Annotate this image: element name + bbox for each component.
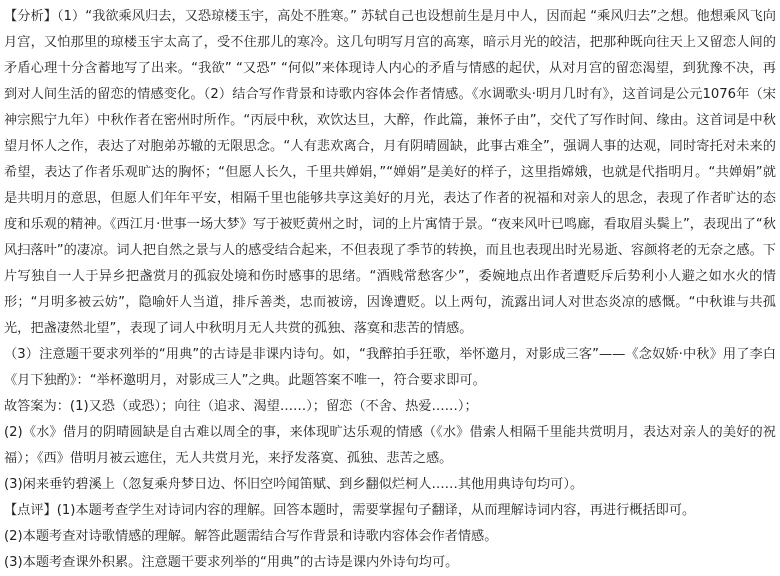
answer-intro-paragraph: 故答案为：(1)又恐（或恐）；向往（追求、渴望……）；留恋（不舍、热爱……）；: [4, 399, 478, 414]
comment-part3-paragraph: (3)本题考查课外积累。注意题干要求列举的“用典”的古诗是课内外诗句均可。: [4, 555, 459, 570]
answer-part2-paragraph: (2)《水》借月的阴晴圆缺是自古难以周全的事，来体现旷达乐观的情感（《水》借索人相隔千里能共赏明月，表达对亲人的美好的祝福）；《西》借明月被云遮住，无人共赏月光，来抒发落寞、孤独、悲苦之感。: [4, 425, 776, 466]
answer-part3-paragraph: (3)闲来垂钓碧溪上（忽复乘舟梦日边、怀旧空吟闻笛赋、到乡翻似烂柯人……其他用典诗句均可）。: [4, 477, 584, 492]
analysis-part3-paragraph: （3）注意题干要求列举的“用典”的古诗是非课内诗句。如，“我醉拍手狂歌，举怀邀月，对影成三客”——《念奴娇·中秋》用了李白《月下独酌》：“举杯邀明月，对影成三人”之典。此题答案不唯一，符合要求即可。: [4, 347, 776, 388]
comment-part2-paragraph: (2)本题考查对诗歌情感的理解。解答此题需结合写作背景和诗歌内容体会作者情感。: [4, 529, 498, 544]
analysis-paragraph: 【分析】（1）“我欲乘风归去，又恐琼楼玉宇，高处不胜寒。” 苏轼自己也设想前生是月中人，因而起 “乘风归去”之想。他想乘风飞向月宫，又怕那里的琼楼玉宇太高了，受不住那儿的寒冷。这几句明写月宫的高寒，暗示月光的皎洁，把那种既向往天上又留恋人间的矛盾心理十分含蓄地写了出来。“我欲” “又恐” “何似”来体现诗人内心的矛盾与情感的起伏，从对月宫的留恋渴望，到犹豫不决，再到对人间生活的留恋的情感变化。（2）结合写作背景和诗歌内容体会作者情感。《水调歌头·明月几时有》，这首词是公元1076年（宋神宗熙宁九年）中秋作者在密州时所作。“丙辰中秋，欢饮达旦，大醉，作此篇，兼怀子由”，交代了写作时间、缘由。这首词是中秋望月怀人之作，表达了对胞弟苏辙的无限思念。“人有悲欢离合，月有阴晴圆缺，此事古难全”，强调人事的达观，同时寄托对未来的希望，表达了作者乐观旷达的胸怀；“但愿人长久，千里共婵娟，”“婵娟”是美好的样子，这里指嫦娥，也就是代指明月。“共婵娟”就是共明月的意思，但愿人们年年平安，相隔千里也能够共享这美好的月光，表达了作者的祝福和对亲人的思念，表现了作者旷达的态度和乐观的精神。《西江月·世事一场大梦》写于被贬黄州之时，词的上片寓情于景。“夜来风叶已鸣廊，看取眉头鬓上”，表现出了“秋风扫落叶”的凄凉。词人把自然之景与人的感受结合起来，不但表现了季节的转换，而且也表现出时光易逝、容颜将老的无奈之感。下片写独自一人于异乡把盏赏月的孤寂处境和伤时感事的思绪。“酒贱常愁客少”，委婉地点出作者遭贬斥后势利小人避之如水火的情形；“月明多被云妨”，隐喻奸人当道，排斥善类，忠而被谤，因谗遭贬。以上两句，流露出词人对世态炎凉的感慨。“中秋谁与共孤光，把盏凄然北望”，表现了词人中秋明月无人共赏的孤独、落寞和悲苦的情感。: [4, 9, 776, 336]
comment-part1-paragraph: 【点评】(1)本题考查学生对诗词内容的理解。回答本题时，需要掌握句子翻译，从而理解诗词内容，再进行概括即可。: [4, 503, 696, 518]
